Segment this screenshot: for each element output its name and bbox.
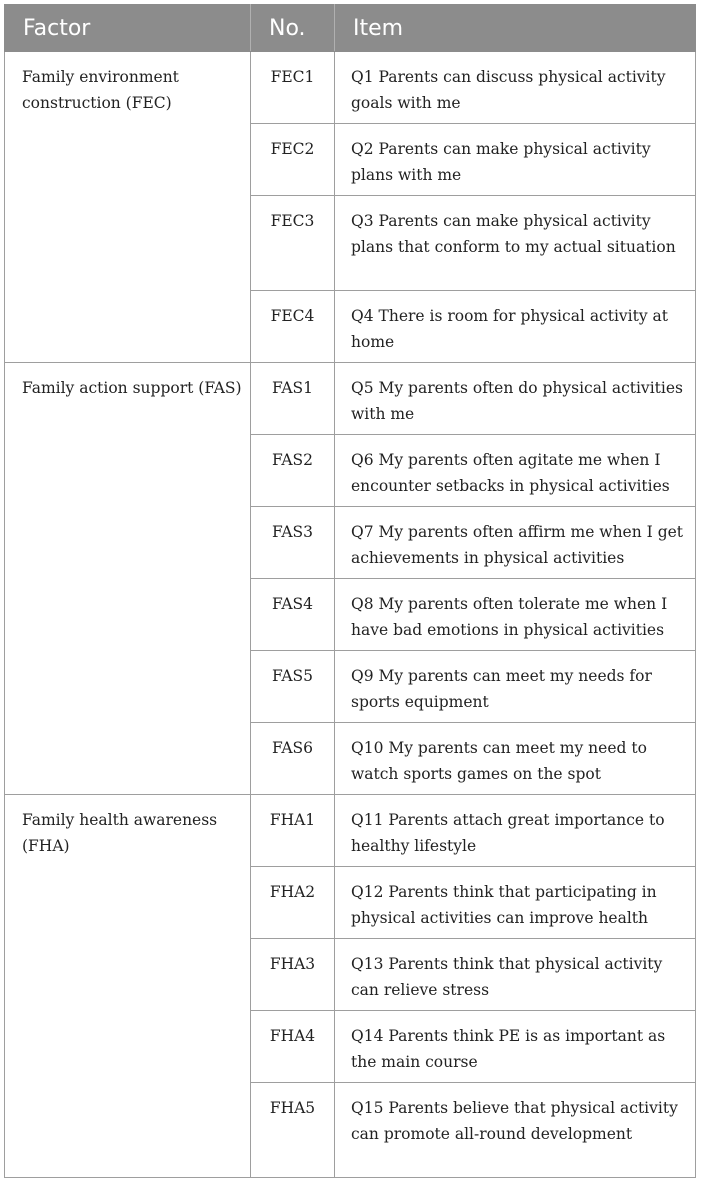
- factor-cell-fec: Family environment construction (FEC): [5, 52, 251, 363]
- item-cell: Q7 My parents often affirm me when I get achievements in physical activities: [335, 507, 696, 579]
- no-cell: FAS3: [251, 507, 335, 579]
- no-cell: FAS1: [251, 363, 335, 435]
- no-cell: FAS6: [251, 723, 335, 795]
- item-cell: Q2 Parents can make physical activity plans with me: [335, 124, 696, 196]
- factor-item-table: [4, 4, 696, 1178]
- table-header: [5, 5, 696, 52]
- item-cell: Q3 Parents can make physical activity plans that conform to my actual situation: [335, 196, 696, 291]
- header-item: Item: [335, 5, 696, 52]
- no-cell: FHA3: [251, 939, 335, 1011]
- table-row: [5, 52, 696, 124]
- no-cell: FHA5: [251, 1083, 335, 1178]
- item-cell: Q4 There is room for physical activity at home: [335, 291, 696, 363]
- factor-cell-fha: Family health awareness (FHA): [5, 795, 251, 1178]
- item-cell: Q15 Parents believe that physical activity can promote all-round development: [335, 1083, 696, 1178]
- no-cell: FAS5: [251, 651, 335, 723]
- item-cell: Q6 My parents often agitate me when I encounter setbacks in physical activities: [335, 435, 696, 507]
- header-no: No.: [251, 5, 335, 52]
- table-row: [5, 363, 696, 435]
- item-cell: Q8 My parents often tolerate me when I have bad emotions in physical activities: [335, 579, 696, 651]
- item-cell: Q12 Parents think that participating in physical activities can improve health: [335, 867, 696, 939]
- factor-cell-fas: Family action support (FAS): [5, 363, 251, 795]
- item-cell: Q13 Parents think that physical activity can relieve stress: [335, 939, 696, 1011]
- item-cell: Q14 Parents think PE is as important as the main course: [335, 1011, 696, 1083]
- table-row: [5, 795, 696, 867]
- no-cell: FHA1: [251, 795, 335, 867]
- no-cell: FEC2: [251, 124, 335, 196]
- header-factor: Factor: [5, 5, 251, 52]
- no-cell: FEC4: [251, 291, 335, 363]
- item-cell: Q5 My parents often do physical activities with me: [335, 363, 696, 435]
- item-cell: Q9 My parents can meet my needs for sports equipment: [335, 651, 696, 723]
- no-cell: FEC3: [251, 196, 335, 291]
- header-row: [5, 5, 696, 52]
- no-cell: FHA4: [251, 1011, 335, 1083]
- no-cell: FAS4: [251, 579, 335, 651]
- no-cell: FEC1: [251, 52, 335, 124]
- no-cell: FAS2: [251, 435, 335, 507]
- item-cell: Q10 My parents can meet my need to watch sports games on the spot: [335, 723, 696, 795]
- item-cell: Q11 Parents attach great importance to healthy lifestyle: [335, 795, 696, 867]
- item-cell: Q1 Parents can discuss physical activity goals with me: [335, 52, 696, 124]
- no-cell: FHA2: [251, 867, 335, 939]
- table-body: [5, 52, 696, 1178]
